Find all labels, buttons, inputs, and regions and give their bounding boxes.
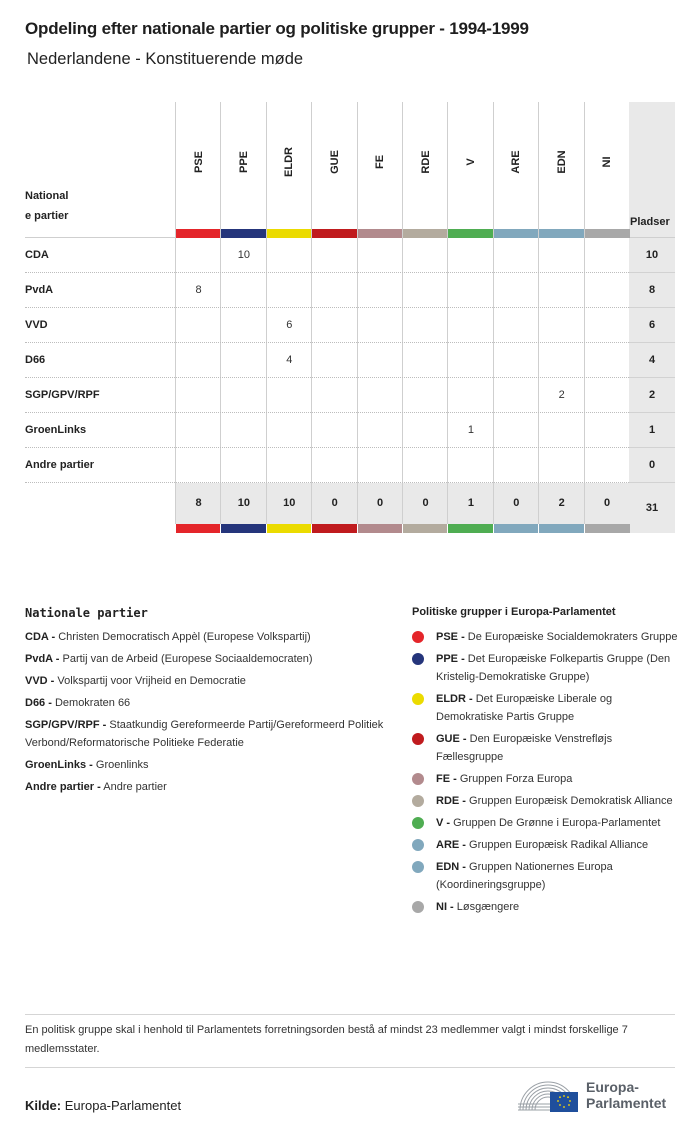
seat-cell <box>493 378 539 413</box>
party-name: Andre partier <box>25 459 95 471</box>
column-total: 8 <box>175 483 221 524</box>
party-code: Andre partier - <box>25 781 101 793</box>
seat-cell <box>584 378 630 413</box>
seat-cell <box>402 238 448 273</box>
seat-cell <box>220 343 266 378</box>
party-full-name: Volkspartij voor Vrijheid en Democratie <box>57 675 246 687</box>
national-party-legend-item <box>25 694 395 712</box>
group-column-header-are <box>493 102 539 238</box>
group-code: EDN - <box>436 861 466 873</box>
group-code: FE - <box>436 773 457 785</box>
party-full-name: Andre partier <box>103 781 167 793</box>
seat-cell <box>402 273 448 308</box>
row-total: 0 <box>629 448 675 483</box>
color-dot-icon <box>412 733 424 745</box>
group-code: RDE - <box>436 795 466 807</box>
group-column-header-edn <box>538 102 584 238</box>
group-legend-item <box>412 792 682 810</box>
seat-cell <box>175 308 221 343</box>
seat-cell <box>311 448 357 483</box>
table-row <box>25 448 675 483</box>
group-color-bar <box>494 229 539 238</box>
seats-header-label: Pladser <box>630 216 670 228</box>
divider <box>25 1067 675 1068</box>
seat-cell <box>266 413 312 448</box>
group-full-name: Gruppen Nationernes Europa (Koordineringsgruppe) <box>436 861 613 891</box>
group-code: V - <box>436 817 451 829</box>
color-dot-icon <box>412 901 424 913</box>
seat-cell <box>538 308 584 343</box>
group-column-header-fe <box>357 102 403 238</box>
seat-distribution-table <box>25 102 675 533</box>
seats-column-header <box>629 102 675 238</box>
group-code-label: GUE <box>328 150 341 174</box>
seat-cell <box>311 413 357 448</box>
group-code: GUE - <box>436 733 467 745</box>
group-code-label: PPE <box>237 150 250 174</box>
group-color-bar <box>538 524 584 533</box>
groups-legend-title: Politiske grupper i Europa-Parlamentet <box>412 606 616 618</box>
logo-line-1: Europa- <box>586 1079 639 1095</box>
seat-cell <box>538 448 584 483</box>
seat-cell <box>311 343 357 378</box>
seat-cell <box>447 238 493 273</box>
party-name: GroenLinks <box>25 424 87 436</box>
color-dot-icon <box>412 861 424 873</box>
seat-cell <box>402 378 448 413</box>
color-dot-icon <box>412 631 424 643</box>
seat-cell <box>357 238 403 273</box>
group-code: ARE - <box>436 839 466 851</box>
totals-row <box>25 483 675 533</box>
seat-cell <box>584 238 630 273</box>
national-party-legend-item <box>25 756 395 774</box>
seat-cell <box>357 378 403 413</box>
party-name: VVD <box>25 319 48 331</box>
group-legend-item <box>412 730 682 766</box>
color-dot-icon <box>412 817 424 829</box>
party-full-name: Groenlinks <box>95 759 149 771</box>
group-full-name: Løsgængere <box>456 901 520 913</box>
color-dot-icon <box>412 773 424 785</box>
group-column-header-eldr <box>266 102 312 238</box>
group-color-bar <box>311 524 357 533</box>
seat-cell <box>220 448 266 483</box>
seat-cell <box>402 448 448 483</box>
group-code-label: FE <box>374 154 387 170</box>
group-color-bar <box>266 524 312 533</box>
party-name: PvdA <box>25 284 54 296</box>
group-code-label: V <box>464 158 477 166</box>
party-full-name: Demokraten 66 <box>54 697 131 709</box>
group-color-bar <box>585 229 630 238</box>
seat-cell <box>584 448 630 483</box>
seat-cell <box>402 413 448 448</box>
seat-cell <box>493 448 539 483</box>
group-full-name: Det Europæiske Liberale og Demokratiske Partis Gruppe <box>436 693 613 723</box>
group-full-name: Gruppen Europæisk Radikal Alliance <box>469 839 649 851</box>
seat-cell <box>447 448 493 483</box>
seat-cell <box>493 343 539 378</box>
group-full-name: De Europæiske Socialdemokraters Gruppe <box>467 631 678 643</box>
table-row <box>25 238 675 273</box>
group-code-label: ARE <box>510 150 523 174</box>
seat-cell <box>402 343 448 378</box>
group-column-header-ni <box>584 102 630 238</box>
seat-cell <box>220 308 266 343</box>
row-total: 1 <box>629 413 675 448</box>
column-total: 0 <box>311 483 357 524</box>
group-column-header-ppe <box>220 102 266 238</box>
row-total: 4 <box>629 343 675 378</box>
group-legend-item <box>412 770 682 788</box>
group-full-name: Den Europæiske Venstrefløjs Fællesgruppe <box>436 733 613 763</box>
column-total: 0 <box>584 483 630 524</box>
source-line <box>25 1098 181 1113</box>
logo-text <box>586 1079 666 1111</box>
seat-cell <box>447 343 493 378</box>
eu-flag-icon <box>550 1092 578 1112</box>
seat-cell <box>175 413 221 448</box>
logo-line-2: Parlamentet <box>586 1095 667 1111</box>
seat-cell <box>266 378 312 413</box>
group-column-header-rde <box>402 102 448 238</box>
table-row <box>25 308 675 343</box>
table-body <box>25 238 675 483</box>
row-total: 2 <box>629 378 675 413</box>
seat-cell <box>447 308 493 343</box>
seat-cell <box>584 308 630 343</box>
seat-cell <box>357 343 403 378</box>
group-full-name: Gruppen De Grønne i Europa-Parlamentet <box>453 817 661 829</box>
group-legend-item <box>412 836 682 854</box>
seat-cell <box>538 413 584 448</box>
group-full-name: Gruppen Forza Europa <box>459 773 573 785</box>
seat-cell <box>493 308 539 343</box>
group-color-bar <box>493 524 539 533</box>
group-legend-item <box>412 858 682 894</box>
seat-cell <box>175 343 221 378</box>
table-header-row <box>25 102 675 238</box>
seat-cell <box>357 413 403 448</box>
national-party-legend-item <box>25 778 395 796</box>
table-row <box>25 273 675 308</box>
seat-cell <box>357 273 403 308</box>
group-code-label: EDN <box>555 150 568 174</box>
group-color-bar <box>402 524 448 533</box>
group-code-label: RDE <box>419 150 432 174</box>
group-color-bar <box>584 524 630 533</box>
source-value: Europa-Parlamentet <box>64 1098 182 1113</box>
seat-cell <box>266 448 312 483</box>
color-dot-icon <box>412 795 424 807</box>
party-full-name: Christen Democratisch Appèl (Europese Volkspartij) <box>58 631 311 643</box>
party-full-name: Partij van de Arbeid (Europese Sociaaldemocraten) <box>62 653 313 665</box>
grand-total: 31 <box>629 483 675 533</box>
seat-cell <box>584 273 630 308</box>
group-legend-item <box>412 898 682 916</box>
table-row <box>25 378 675 413</box>
group-color-bar <box>447 524 493 533</box>
national-party-legend-item <box>25 628 395 646</box>
column-total: 1 <box>447 483 493 524</box>
seat-cell <box>311 238 357 273</box>
group-code: NI - <box>436 901 454 913</box>
group-color-bar <box>221 229 266 238</box>
group-code: PSE - <box>436 631 465 643</box>
seat-cell <box>493 413 539 448</box>
hemicycle-icon <box>516 1076 580 1114</box>
group-color-bar <box>448 229 493 238</box>
national-parties-header: National e partier <box>25 190 69 222</box>
seat-cell <box>447 273 493 308</box>
national-party-legend-item <box>25 650 395 668</box>
seat-cell: 10 <box>220 238 266 273</box>
color-dot-icon <box>412 693 424 705</box>
seat-cell <box>175 378 221 413</box>
group-column-header-gue <box>311 102 357 238</box>
group-color-bar <box>358 229 403 238</box>
group-legend-item <box>412 628 682 646</box>
column-total: 10 <box>220 483 266 524</box>
footnote: En politisk gruppe skal i henhold til Parlamentets forretningsorden bestå af mindst 23 medlemmer valgt i mindst forskellige 7 medlemsstater. <box>25 1024 628 1055</box>
europarl-logo <box>516 1076 676 1114</box>
party-full-name: Staatkundig Gereformeerde Partij/Gereformeerd Politiek Verbond/Reformatorische Politieke Federatie <box>25 719 384 749</box>
party-code: D66 - <box>25 697 52 709</box>
national-parties-legend <box>25 606 395 800</box>
seat-cell: 6 <box>266 308 312 343</box>
group-color-bar <box>539 229 584 238</box>
group-legend-item <box>412 650 682 686</box>
seat-cell <box>357 448 403 483</box>
party-code: SGP/GPV/RPF - <box>25 719 107 731</box>
group-code: PPE - <box>436 653 465 665</box>
row-total: 8 <box>629 273 675 308</box>
chart-title: Opdeling efter nationale partier og politiske grupper - 1994-1999 <box>25 19 529 38</box>
group-color-bar <box>175 524 221 533</box>
seat-cell <box>538 343 584 378</box>
seat-cell <box>538 238 584 273</box>
seat-cell <box>220 273 266 308</box>
group-color-bar <box>312 229 357 238</box>
chart-subtitle: Nederlandene - Konstituerende møde <box>27 50 304 68</box>
column-total: 0 <box>402 483 448 524</box>
seat-cell <box>584 413 630 448</box>
seat-cell <box>447 378 493 413</box>
seat-cell <box>311 273 357 308</box>
party-code: VVD - <box>25 675 55 687</box>
source-label: Kilde: <box>25 1098 62 1113</box>
seat-cell: 8 <box>175 273 221 308</box>
row-total: 6 <box>629 308 675 343</box>
political-groups-legend <box>412 606 682 920</box>
seat-cell <box>584 343 630 378</box>
seat-cell <box>220 378 266 413</box>
seat-cell <box>538 273 584 308</box>
party-code: GroenLinks - <box>25 759 93 771</box>
seat-cell <box>220 413 266 448</box>
group-code-label: PSE <box>192 150 205 174</box>
column-total: 0 <box>357 483 403 524</box>
seat-cell <box>175 238 221 273</box>
group-column-header-pse <box>175 102 221 238</box>
seat-cell <box>357 308 403 343</box>
seat-cell <box>266 273 312 308</box>
column-total: 2 <box>538 483 584 524</box>
table-row <box>25 413 675 448</box>
national-party-legend-item <box>25 716 395 752</box>
seat-cell <box>175 448 221 483</box>
group-legend-item <box>412 814 682 832</box>
group-full-name: Gruppen Europæisk Demokratisk Alliance <box>469 795 673 807</box>
party-name: CDA <box>25 249 49 261</box>
party-name: SGP/GPV/RPF <box>25 389 100 401</box>
party-name: D66 <box>25 354 46 366</box>
party-code: PvdA - <box>25 653 60 665</box>
seat-cell: 1 <box>447 413 493 448</box>
group-code-label: ELDR <box>283 147 296 177</box>
group-code-label: NI <box>601 156 614 168</box>
group-legend-item <box>412 690 682 726</box>
table-row <box>25 343 675 378</box>
row-total: 10 <box>629 238 675 273</box>
group-color-bar <box>176 229 221 238</box>
color-dot-icon <box>412 653 424 665</box>
seat-cell <box>493 238 539 273</box>
group-code: ELDR - <box>436 693 473 705</box>
seat-cell: 4 <box>266 343 312 378</box>
national-legend-title: Nationale partier <box>25 606 148 620</box>
group-color-bar <box>403 229 448 238</box>
column-total: 0 <box>493 483 539 524</box>
national-party-legend-item <box>25 672 395 690</box>
group-color-bar <box>267 229 312 238</box>
seat-cell <box>311 308 357 343</box>
seat-cell: 2 <box>538 378 584 413</box>
group-color-bar <box>357 524 403 533</box>
seat-cell <box>402 308 448 343</box>
seat-cell <box>311 378 357 413</box>
party-code: CDA - <box>25 631 56 643</box>
color-dot-icon <box>412 839 424 851</box>
group-column-header-v <box>447 102 493 238</box>
seat-cell <box>266 238 312 273</box>
group-color-bar <box>220 524 266 533</box>
seat-cell <box>493 273 539 308</box>
divider <box>25 1014 675 1015</box>
group-full-name: Det Europæiske Folkepartis Gruppe (Den Kristelig-Demokratiske Gruppe) <box>436 653 671 683</box>
column-total: 10 <box>266 483 312 524</box>
